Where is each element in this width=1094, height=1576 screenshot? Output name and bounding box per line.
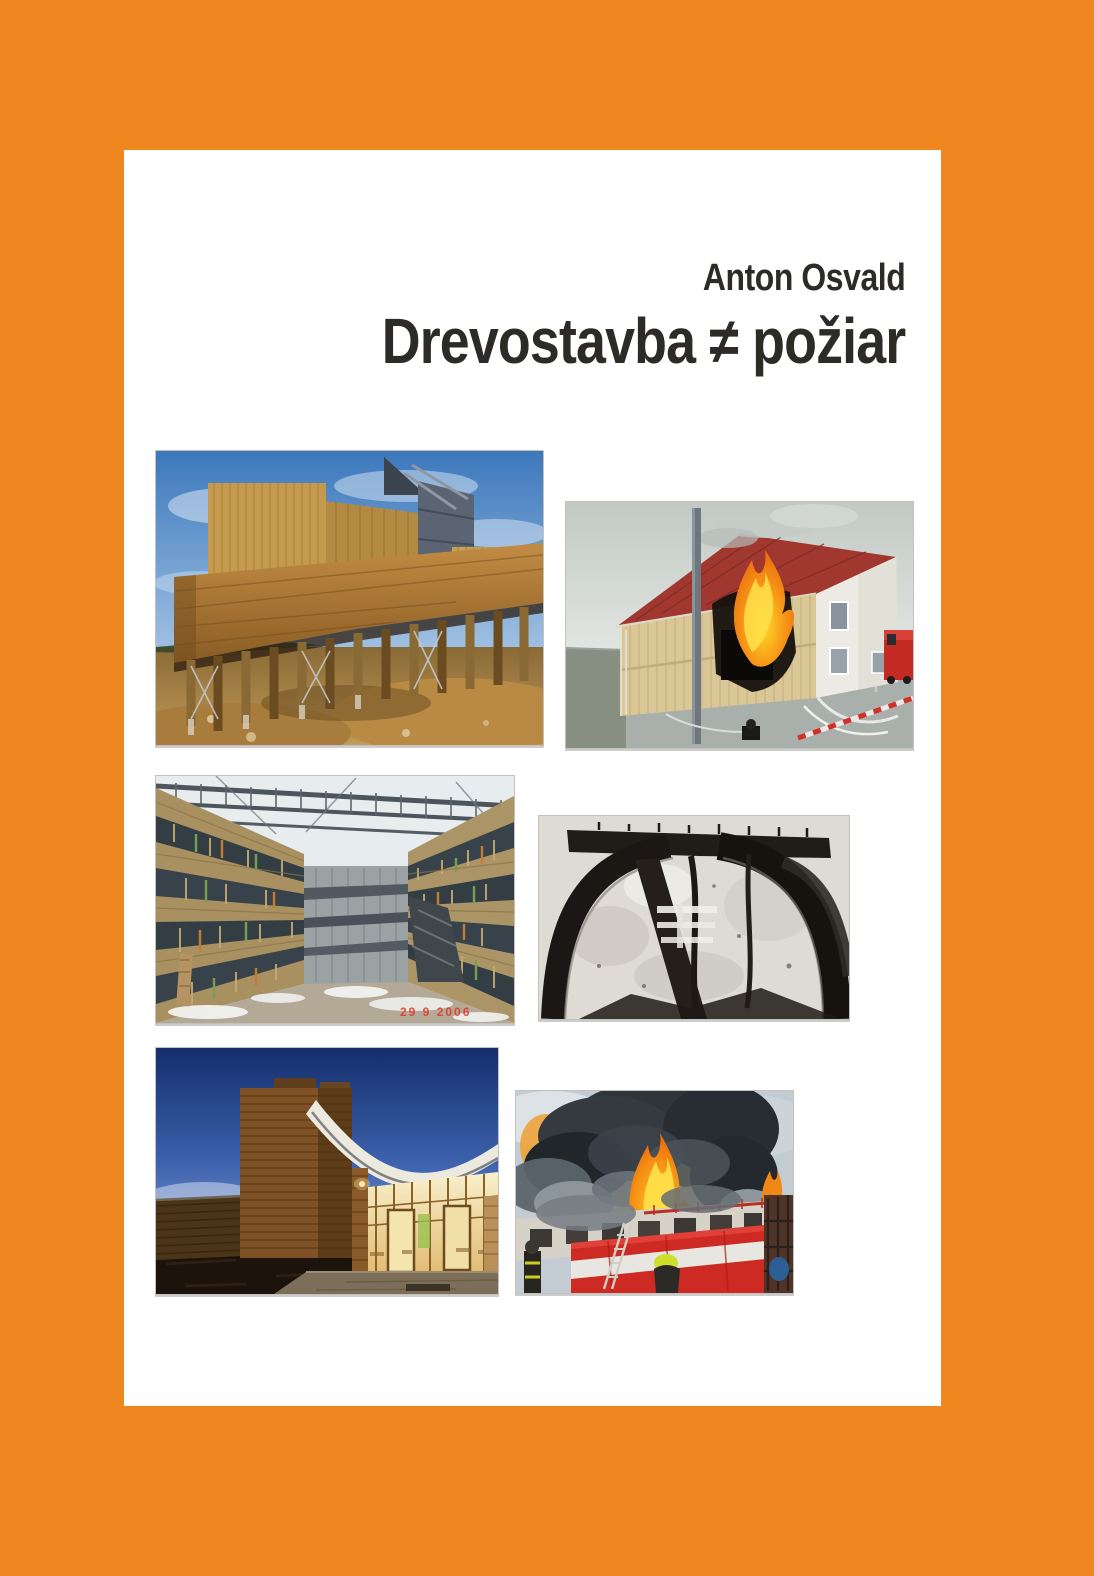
photo-timber-house-fire-test bbox=[565, 501, 914, 749]
charred-arches-illustration bbox=[539, 816, 849, 1019]
photo-timber-atrium-under-construction bbox=[155, 775, 515, 1024]
timber-building-on-stilts-illustration bbox=[156, 451, 543, 745]
title-block bbox=[381, 256, 905, 376]
building-blaze-illustration bbox=[516, 1091, 793, 1293]
cover-panel bbox=[124, 150, 941, 1406]
author-name: Anton Osvald bbox=[702, 257, 905, 299]
book-title: Drevostavba ≠ požiar bbox=[381, 304, 905, 377]
timber-building-dusk-illustration bbox=[156, 1048, 498, 1294]
timber-atrium-illustration bbox=[156, 776, 514, 1023]
timber-house-fire-test-illustration bbox=[566, 502, 913, 748]
photo-timber-building-on-stilts bbox=[155, 450, 544, 746]
photo-charred-glulam-arches bbox=[538, 815, 850, 1020]
photo-timber-building-at-dusk bbox=[155, 1047, 499, 1295]
photo-building-blaze-with-fire-engine bbox=[515, 1090, 794, 1294]
photo-date-stamp: 29 9 2006 bbox=[400, 1005, 472, 1019]
